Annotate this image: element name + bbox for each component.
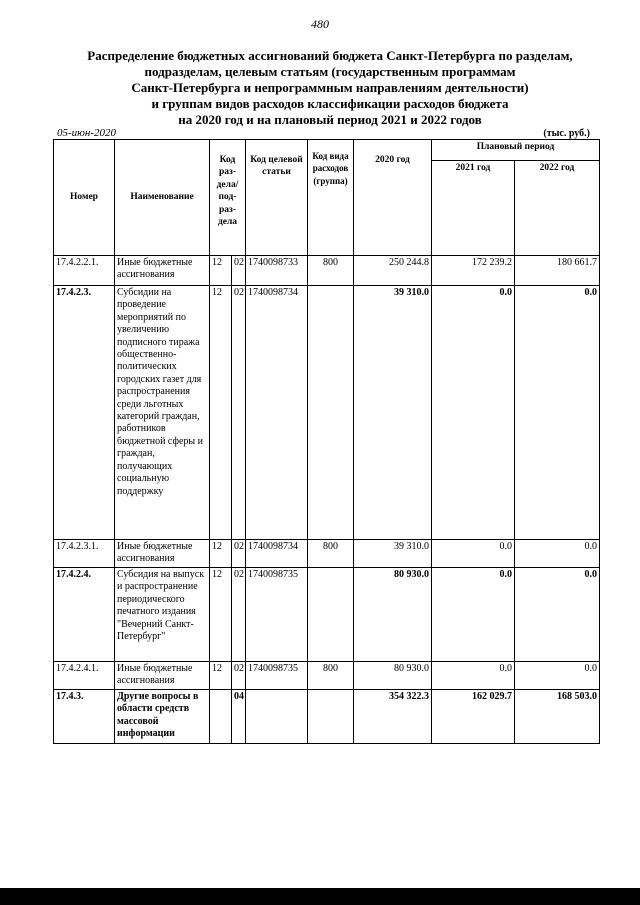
row-2022: 0.0 xyxy=(515,286,600,540)
header-section: Код раз- дела/ под- раз- дела xyxy=(210,140,246,256)
table-row xyxy=(54,690,600,744)
row-number: 17.4.2.4. xyxy=(54,568,115,662)
row-target xyxy=(246,690,308,744)
row-subsection: 02 xyxy=(232,662,246,690)
title-line: подразделам, целевым статьям (государственным программам xyxy=(144,64,516,79)
row-number: 17.4.2.3. xyxy=(54,286,115,540)
row-2020: 39 310.0 xyxy=(354,540,432,568)
row-target: 1740098735 xyxy=(246,662,308,690)
header-target: Код целевой статьи xyxy=(246,140,308,256)
row-2021: 0.0 xyxy=(432,662,515,690)
row-expense: 800 xyxy=(308,540,354,568)
scan-border xyxy=(0,888,640,905)
header-expense-type: Код вида расходов (группа) xyxy=(308,140,354,256)
row-name: Субсидия на выпуск и распространение периодического печатного издания "Вечерний Санкт-Петербург" xyxy=(115,568,210,662)
row-expense: 800 xyxy=(308,256,354,286)
row-number: 17.4.2.2.1. xyxy=(54,256,115,286)
row-subsection: 02 xyxy=(232,256,246,286)
row-subsection: 02 xyxy=(232,540,246,568)
row-subsection: 02 xyxy=(232,568,246,662)
header-planned-period: Плановый период xyxy=(432,140,600,161)
row-target: 1740098733 xyxy=(246,256,308,286)
row-number: 17.4.3. xyxy=(54,690,115,744)
row-number: 17.4.2.4.1. xyxy=(54,662,115,690)
table-row xyxy=(54,256,600,286)
table-row xyxy=(54,662,600,690)
row-expense xyxy=(308,568,354,662)
row-subsection: 02 xyxy=(232,286,246,540)
row-2021: 172 239.2 xyxy=(432,256,515,286)
row-2021: 0.0 xyxy=(432,540,515,568)
budget-table xyxy=(53,139,600,744)
table-row xyxy=(54,540,600,568)
row-number: 17.4.2.3.1. xyxy=(54,540,115,568)
row-2021: 0.0 xyxy=(432,568,515,662)
row-2020: 80 930.0 xyxy=(354,662,432,690)
row-2022: 180 661.7 xyxy=(515,256,600,286)
row-target: 1740098734 xyxy=(246,286,308,540)
header-2021: 2021 год xyxy=(432,161,515,256)
row-expense: 800 xyxy=(308,662,354,690)
row-section: 12 xyxy=(210,256,232,286)
row-name: Иные бюджетные ассигнования xyxy=(115,540,210,568)
table-row xyxy=(54,286,600,540)
row-section: 12 xyxy=(210,286,232,540)
row-2021: 162 029.7 xyxy=(432,690,515,744)
row-2020: 80 930.0 xyxy=(354,568,432,662)
page-number: 480 xyxy=(311,17,329,31)
row-2022: 0.0 xyxy=(515,540,600,568)
row-subsection: 04 xyxy=(232,690,246,744)
row-name: Иные бюджетные ассигнования xyxy=(115,256,210,286)
row-section: 12 xyxy=(210,540,232,568)
row-name: Другие вопросы в области средств массовой информации xyxy=(115,690,210,744)
row-section: 12 xyxy=(210,568,232,662)
table-row xyxy=(54,568,600,662)
row-target: 1740098734 xyxy=(246,540,308,568)
row-2021: 0.0 xyxy=(432,286,515,540)
header-name: Наименование xyxy=(115,140,210,256)
row-2020: 250 244.8 xyxy=(354,256,432,286)
title-line: на 2020 год и на плановый период 2021 и 2022 годов xyxy=(178,112,482,127)
document-title xyxy=(60,48,600,128)
title-line: и группам видов расходов классификации расходов бюджета xyxy=(151,96,509,111)
row-2022: 0.0 xyxy=(515,662,600,690)
row-target: 1740098735 xyxy=(246,568,308,662)
row-expense xyxy=(308,286,354,540)
row-name: Субсидии на проведение мероприятий по увеличению подписного тиража общественно-политических городских газет для распространения среди льготных категорий граждан, работников бюджетной сферы и граждан, получающих социальную поддержку xyxy=(115,286,210,540)
row-2020: 354 322.3 xyxy=(354,690,432,744)
header-2022: 2022 год xyxy=(515,161,600,256)
row-section xyxy=(210,690,232,744)
row-2022: 0.0 xyxy=(515,568,600,662)
title-line: Распределение бюджетных ассигнований бюджета Санкт-Петербурга по разделам, xyxy=(87,48,573,63)
title-line: Санкт-Петербурга и непрограммным направлениям деятельности) xyxy=(131,80,529,95)
row-section: 12 xyxy=(210,662,232,690)
row-2022: 168 503.0 xyxy=(515,690,600,744)
header-2020: 2020 год xyxy=(354,140,432,256)
row-expense xyxy=(308,690,354,744)
document-date: 05-июн-2020 xyxy=(57,127,117,139)
row-2020: 39 310.0 xyxy=(354,286,432,540)
units-label: (тыс. руб.) xyxy=(543,128,590,139)
header-number: Номер xyxy=(54,140,115,256)
row-name: Иные бюджетные ассигнования xyxy=(115,662,210,690)
